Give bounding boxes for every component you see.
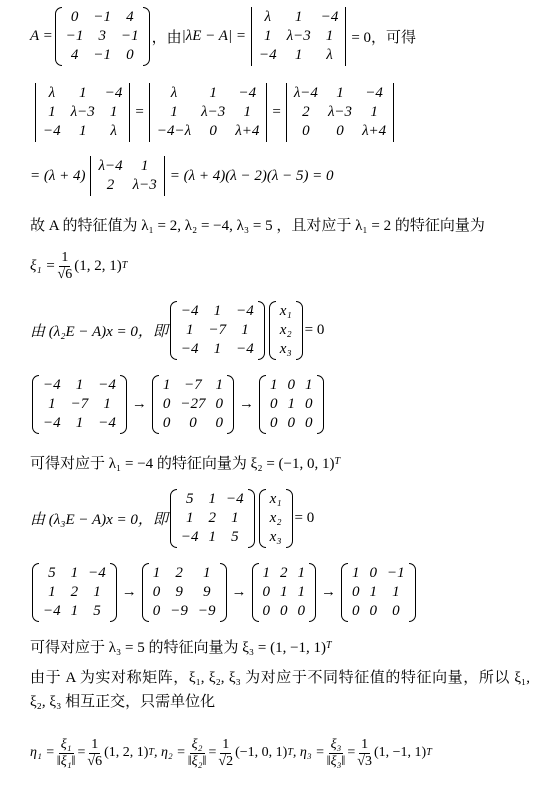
rr3-step2 <box>142 563 227 622</box>
eta1-frac: $\frac{\text{ξ₁}}{\text{‖ξ₁‖}}$ <box>56 737 76 769</box>
matrix-cell: 0 <box>305 395 313 412</box>
det-matrix <box>248 7 349 66</box>
matrix-cell: 1 <box>208 490 217 507</box>
xi2-text: 可得对应于 λ₁ = −4 的特征向量为 ξ₂ = (−1, 0, 1) T <box>30 455 341 472</box>
matrix-cell: 1 <box>78 84 87 101</box>
x-vector-3 <box>259 489 293 548</box>
matrix-cell: 9 <box>175 583 183 600</box>
matrix-cell: 2 <box>302 103 310 120</box>
matrix-cell: λ <box>110 122 117 139</box>
rr3-step1 <box>32 563 117 622</box>
matrix-cell: 0 <box>302 122 310 139</box>
matrix-cell: 0 <box>215 395 223 412</box>
matrix-cell: −4 <box>180 340 199 357</box>
eta3-frac: $\frac{\text{ξ₃}}{\text{‖ξ₃‖}}$ <box>326 737 346 769</box>
matrix-cell: 1 <box>140 158 149 174</box>
matrix-cell: −1 <box>121 27 139 44</box>
matrix-cell: 1 <box>75 376 84 393</box>
matrix-cell: 1 <box>75 414 84 431</box>
matrix-grid <box>266 489 286 548</box>
matrix-cell: −4 <box>43 602 61 619</box>
matrix-cell: 0 <box>152 583 161 600</box>
xi1-lead: ξ₁ = <box>30 257 56 274</box>
matrix-cell: 0 <box>215 414 223 431</box>
matrix-cell: −4 <box>43 376 61 393</box>
matrix-cell: −7 <box>70 395 89 412</box>
matrix-cell: 0 <box>352 583 360 600</box>
matrix-cell: 0 <box>162 395 171 412</box>
matrix-cell: 1 <box>305 376 313 393</box>
matrix-cell: 1 <box>93 583 101 600</box>
matrix-cell: 1 <box>213 302 222 319</box>
matrix-grid <box>290 83 390 142</box>
xi1-line: ξ₁ = $\frac{1}{√6}$ (1, 2, 1) T <box>30 250 128 282</box>
matrix-cell: x₂ <box>279 321 292 338</box>
matrix-cell: 0 <box>70 8 79 25</box>
matrix-grid <box>39 83 126 142</box>
matrix-cell: 1 <box>70 602 79 619</box>
rr2-step2 <box>152 375 234 434</box>
matrix-cell: 0 <box>297 602 305 619</box>
matrix-cell: 1 <box>231 509 239 526</box>
matrix-cell: 0 <box>287 414 295 431</box>
rr2-step3 <box>259 375 324 434</box>
matrix-cell: 3 <box>98 27 106 44</box>
matrix-cell: −4 <box>104 84 123 101</box>
matrix-cell: 0 <box>392 602 400 619</box>
orthogonality-paragraph: 由于 A 为实对称矩阵，ξ₁, ξ₂, ξ₃ 为对应于不同特征值的特征向量，所以 ξ₁, ξ₂, ξ₃ 相互正交，只需单位化 <box>30 670 530 710</box>
matrix-cell: λ+4 <box>235 122 260 139</box>
system-3: 由 (λ₃E − A)x = 0，即 5 1 −4 1 2 1 −4 1 5 x₁ x₂ x₃ = 0 <box>30 484 542 552</box>
matrix-cell: 0 <box>369 564 377 581</box>
matrix-grid <box>153 83 264 142</box>
system-2-lead: 由 (λ₂E − A)x = 0，即 <box>30 323 168 340</box>
det-3 <box>283 83 397 142</box>
matrix-cell: 2 <box>208 509 217 526</box>
matrix-cell: 1 <box>352 564 360 581</box>
matrix-cell: −4 <box>236 340 254 357</box>
matrix-cell: 5 <box>48 564 56 581</box>
matrix-cell: x₃ <box>279 340 292 357</box>
xi3-text: 可得对应于 λ₃ = 5 的特征向量为 ξ₃ = (1, −1, 1) T <box>30 639 332 656</box>
matrix-cell: 1 <box>369 583 377 600</box>
matrix-cell: −4 <box>180 528 199 545</box>
matrix-cell: x₂ <box>269 509 282 526</box>
matrix-grid <box>62 7 143 66</box>
matrix-cell: −4 <box>238 84 257 101</box>
matrix-cell: 0 <box>162 414 171 431</box>
row-reduction-2: −4 1 −4 1 −7 1 −4 1 −4 → 1 −7 1 0 −27 0 0 0 0 → 1 0 1 0 1 0 0 0 0 <box>30 372 542 436</box>
matrix-grid <box>255 7 342 66</box>
det-2 <box>146 83 271 142</box>
matrix-cell: 0 <box>262 602 270 619</box>
matrix-cell: 0 <box>152 602 161 619</box>
eta3-coef: $\frac{1}{√3}$ <box>357 737 372 769</box>
matrix-cell: 0 <box>126 46 134 63</box>
matrix-cell: 9 <box>202 583 211 600</box>
xi1-fraction: $\frac{1}{√6}$ <box>57 250 73 282</box>
matrix-cell: 1 <box>215 376 223 393</box>
matrix-grid <box>348 563 409 622</box>
matrix-cell: 1 <box>208 528 217 545</box>
matrix-cell: 1 <box>264 27 272 44</box>
matrix-cell: 2 <box>175 564 183 581</box>
matrix-cell: −4 <box>258 46 277 63</box>
matrix-grid <box>276 301 296 360</box>
matrix-cell: −1 <box>93 8 112 25</box>
matrix-cell: 0 <box>287 376 295 393</box>
char-poly: = (λ + 4)(λ − 2)(λ − 5) = 0 <box>169 167 334 184</box>
matrix-cell: 5 <box>185 490 194 507</box>
eq-line-2: λ 1 −4 1 λ−3 1 −4 1 λ = λ 1 −4 1 λ−3 1 −4−λ 0 λ+4 = λ−4 1 −4 2 λ−3 1 0 0 λ+4 <box>30 80 542 144</box>
matrix-cell: 4 <box>126 8 134 25</box>
matrix-cell: 0 <box>305 414 313 431</box>
matrix-cell: −27 <box>180 395 206 412</box>
matrix-cell: 1 <box>370 103 378 120</box>
matrix-cell: 1 <box>297 564 305 581</box>
eigenvalues-text: 故 A 的特征值为 λ₁ = 2, λ₂ = −4, λ₃ = 5 ，且对应于 λ₁ = 2 的特征向量为 <box>30 217 485 234</box>
rr2-step1 <box>32 375 127 434</box>
connector: ，由 <box>151 29 182 46</box>
matrix-grid <box>39 375 120 434</box>
matrix-cell: −7 <box>184 376 202 393</box>
matrix-l2-minus-A <box>170 301 265 360</box>
matrix-cell: 0 <box>352 602 360 619</box>
matrix-cell: 2 <box>106 177 115 193</box>
matrix-grid <box>177 301 258 360</box>
matrix-cell: 1 <box>213 340 222 357</box>
normalization-line: η₁ = $\frac{\text{ξ₁}}{\text{‖ξ₁‖}}$ = $\frac{1}{√6}$ (1, 2, 1) T , η₂ = $\frac{\text{ξ₂}}{\text{‖ξ₂‖}}$ = $\frac{1}{√2}$ (−1, 0, 1) T , η₃ = $\frac{\text{ξ₃}}{\text{‖ξ₃‖}}$ = $\frac{1}{√3}$ (1, −1, 1) T <box>30 737 432 769</box>
lhs-A: A = <box>30 27 53 44</box>
x-vector <box>269 301 303 360</box>
matrix-grid <box>177 489 248 548</box>
matrix-cell: 0 <box>189 414 197 431</box>
matrix-cell: 0 <box>270 395 278 412</box>
matrix-cell: 1 <box>170 103 178 120</box>
matrix-cell: −4 <box>180 302 199 319</box>
matrix-cell: 1 <box>48 583 56 600</box>
matrix-cell: 1 <box>262 564 270 581</box>
matrix-cell: 1 <box>109 103 118 120</box>
matrix-cell: 0 <box>369 602 377 619</box>
matrix-cell: λ−3 <box>201 103 226 120</box>
eta2-coef: $\frac{1}{√2}$ <box>218 737 234 769</box>
matrix-cell: −7 <box>208 321 227 338</box>
system-3-lead: 由 (λ₃E − A)x = 0，即 <box>30 511 168 528</box>
matrix-cell: −4 <box>43 122 61 139</box>
det-2x2 <box>87 156 167 196</box>
matrix-cell: 1 <box>270 376 278 393</box>
system-2: 由 (λ₂E − A)x = 0，即 −4 1 −4 1 −7 1 −4 1 −4 x₁ x₂ x₃ = 0 <box>30 296 542 364</box>
matrix-cell: 0 <box>280 602 288 619</box>
matrix-cell: λ <box>48 84 56 101</box>
matrix-cell: λ−3 <box>327 103 353 120</box>
matrix-cell: 0 <box>336 122 344 139</box>
rr3-step4 <box>341 563 416 622</box>
matrix-cell: −4 <box>43 414 61 431</box>
matrix-grid <box>259 563 310 622</box>
matrix-grid <box>266 375 317 434</box>
matrix-cell: 0 <box>270 414 278 431</box>
matrix-cell: 1 <box>103 395 111 412</box>
det-label: |λE − A| = <box>181 27 246 44</box>
line3-lead: = (λ + 4) <box>30 167 86 184</box>
eta1-coef: $\frac{1}{√6}$ <box>87 737 103 769</box>
matrix-cell: λ <box>264 8 272 25</box>
matrix-cell: 1 <box>185 321 194 338</box>
matrix-cell: −4 <box>365 84 383 101</box>
matrix-cell: 1 <box>297 583 305 600</box>
matrix-cell: x₃ <box>269 528 282 545</box>
row-reduction-3: 5 1 −4 1 2 1 −4 1 5 → 1 2 1 0 9 9 0 −9 −9 → 1 2 1 0 1 1 0 0 0 → 1 0 −1 0 1 1 0 0 0 <box>30 560 542 624</box>
matrix-cell: −9 <box>170 602 188 619</box>
matrix-cell: 1 <box>48 103 56 120</box>
matrix-cell: −4 <box>88 564 106 581</box>
matrix-cell: −4 <box>320 8 339 25</box>
matrix-cell: λ <box>326 46 333 63</box>
matrix-cell: 1 <box>48 395 56 412</box>
matrix-cell: 0 <box>262 583 270 600</box>
matrix-cell: 1 <box>294 8 303 25</box>
matrix-cell: λ−3 <box>132 177 157 193</box>
matrix-cell: 2 <box>280 564 288 581</box>
rr3-step3 <box>252 563 317 622</box>
matrix-cell: −1 <box>93 46 112 63</box>
matrix-cell: λ <box>170 84 178 101</box>
det-1 <box>32 83 133 142</box>
matrix-cell: λ−3 <box>70 103 95 120</box>
matrix-cell: 1 <box>392 583 400 600</box>
matrix-cell: λ+4 <box>362 122 387 139</box>
matrix-cell: 1 <box>241 321 249 338</box>
matrix-cell: 2 <box>70 583 79 600</box>
matrix-l3-minus-A <box>170 489 255 548</box>
matrix-cell: x₁ <box>269 490 282 507</box>
matrix-cell: 0 <box>209 122 217 139</box>
line1-tail: = 0，可得 <box>351 29 417 46</box>
matrix-cell: 5 <box>231 528 239 545</box>
matrix-cell: 1 <box>70 564 79 581</box>
matrix-cell: 1 <box>325 27 334 44</box>
matrix-cell: λ−4 <box>98 158 123 174</box>
eq-line-3 <box>30 154 542 198</box>
matrix-cell: x₁ <box>279 302 292 319</box>
matrix-A <box>55 7 150 66</box>
matrix-cell: −1 <box>65 27 84 44</box>
matrix-grid <box>94 156 160 196</box>
matrix-cell: −4−λ <box>156 122 192 139</box>
matrix-cell: −9 <box>197 602 216 619</box>
matrix-cell: −1 <box>387 564 405 581</box>
matrix-cell: 4 <box>70 46 79 63</box>
matrix-cell: 1 <box>78 122 87 139</box>
xi1-vector: (1, 2, 1) <box>74 257 122 274</box>
eq-line-1 <box>30 4 542 68</box>
matrix-cell: −4 <box>236 302 254 319</box>
matrix-grid <box>159 375 227 434</box>
matrix-cell: 1 <box>185 509 194 526</box>
matrix-cell: 1 <box>152 564 161 581</box>
matrix-cell: 1 <box>209 84 217 101</box>
matrix-cell: 1 <box>294 46 303 63</box>
matrix-cell: 1 <box>336 84 344 101</box>
matrix-cell: 1 <box>287 395 295 412</box>
matrix-cell: λ−4 <box>293 84 318 101</box>
matrix-cell: 5 <box>93 602 101 619</box>
matrix-cell: λ−3 <box>286 27 311 44</box>
matrix-cell: −4 <box>98 376 116 393</box>
matrix-cell: −4 <box>98 414 116 431</box>
matrix-cell: −4 <box>226 490 244 507</box>
matrix-cell: 1 <box>202 564 211 581</box>
eta2-frac: $\frac{\text{ξ₂}}{\text{‖ξ₂‖}}$ <box>187 737 207 769</box>
matrix-grid <box>149 563 220 622</box>
matrix-grid <box>39 563 110 622</box>
matrix-cell: 1 <box>243 103 252 120</box>
matrix-cell: 1 <box>162 376 171 393</box>
matrix-cell: 1 <box>280 583 288 600</box>
